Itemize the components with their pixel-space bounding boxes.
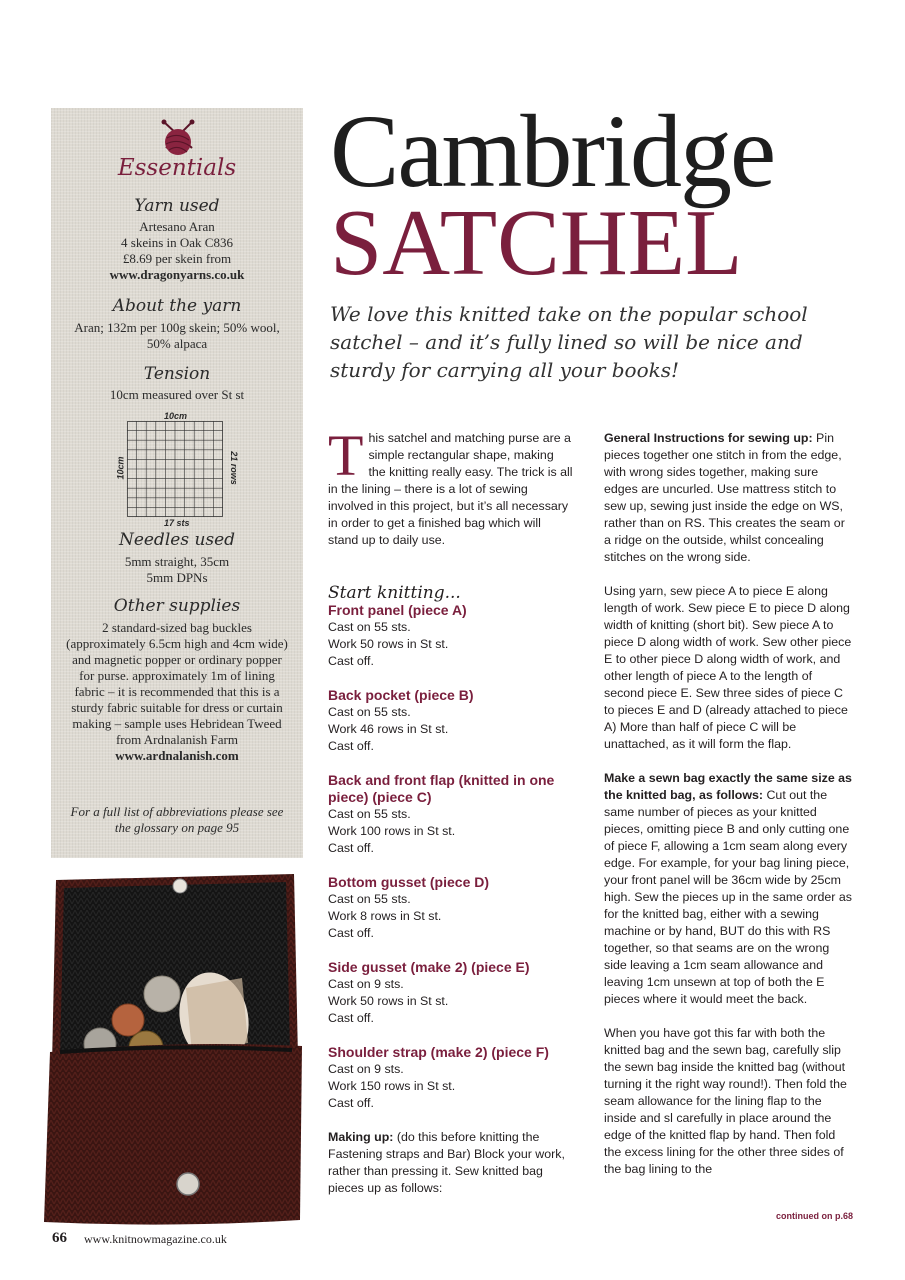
gauge-right-label: 21 rows — [228, 451, 239, 485]
tension-grid — [127, 421, 223, 517]
lining-paragraph: When you have got this far with both the knitted bag and the sewn bag, carefully slip the sewn bag inside the knitted bag (without turning it the right way round!). Then fold the seam allowance for the lining flap to the inside and sl carefully in place around the edge of the knitted flap by hand. Then fold the excess lining for the other three sides of the bag lining to the — [604, 1026, 847, 1176]
other-supplies-heading: Other supplies — [113, 596, 241, 616]
instruction-line: Work 46 rows in St st. — [328, 722, 449, 736]
instruction-line: Cast off. — [328, 654, 374, 668]
needles-line: 5mm DPNs — [146, 570, 208, 585]
tension-heading: Tension — [143, 364, 211, 384]
assembly-paragraph: Using yarn, sew piece A to piece E along length of work. Sew piece E to piece D along width of knitting (short bit). Sew piece A to piece D along width of work. Sew other piece E to other piece D along width of work, and other length of piece A to the length of second piece E. Sew three sides of piece C to pieces E and D (already attached to piece A) More than half of piece C will be unattached, as it will form the flap. — [604, 584, 852, 751]
instruction-line: Work 8 rows in St st. — [328, 909, 442, 923]
instruction-line: Cast on 55 sts. — [328, 807, 411, 821]
popper-bottom — [177, 1173, 199, 1195]
abbreviations-note: For a full list of abbreviations please see the glossary on page 95 — [70, 804, 284, 835]
section-heading: Shoulder strap (make 2) (piece F) — [328, 1044, 549, 1060]
page-title-line1: Cambridge — [330, 94, 775, 209]
section-heading: Side gusset (make 2) (piece E) — [328, 959, 530, 975]
sewn-bag-paragraph — [604, 770, 854, 1008]
section-shoulder-strap — [328, 1044, 573, 1112]
gauge-left-label: 10cm — [115, 456, 126, 480]
instruction-line: Work 150 rows in St st. — [328, 1079, 456, 1093]
gauge-top-label: 10cm — [164, 411, 188, 421]
intro-standfirst: We love this knitted take on the popular school satchel – and it’s fully lined so will be nice and sturdy for carrying all your books! — [330, 302, 808, 382]
section-bottom-gusset — [328, 874, 573, 942]
essentials-title: Essentials — [117, 155, 237, 181]
ardnalanish-link[interactable]: www.ardnalanish.com — [115, 748, 239, 763]
instruction-line: Cast on 9 sts. — [328, 1062, 404, 1076]
needles-heading: Needles used — [118, 530, 236, 550]
other-supplies-text — [63, 620, 291, 764]
magazine-url[interactable]: www.knitnowmagazine.co.uk — [84, 1232, 227, 1246]
instruction-line: Cast off. — [328, 926, 374, 940]
yarn-used-heading: Yarn used — [134, 196, 220, 216]
instruction-line: Cast off. — [328, 1096, 374, 1110]
pattern-column-2 — [604, 430, 854, 1178]
section-heading: Back pocket (piece B) — [328, 687, 474, 703]
instruction-line: Cast on 55 sts. — [328, 705, 411, 719]
page-title-line2: SATCHEL — [330, 191, 743, 295]
sewn-bag-label: Make a sewn bag exactly the same size as the knitted bag, as follows: — [604, 771, 852, 802]
purse-photo — [36, 868, 308, 1230]
tension-text: 10cm measured over St st — [109, 387, 245, 402]
instruction-line: Cast on 55 sts. — [328, 620, 411, 634]
instruction-line: Cast on 9 sts. — [328, 977, 404, 991]
instruction-line: Work 50 rows in St st. — [328, 637, 449, 651]
section-back-front-flap — [328, 772, 573, 857]
yarn-line: 4 skeins in Oak C836 — [121, 235, 233, 250]
continued-note: continued on p.68 — [775, 1211, 853, 1221]
opening-paragraph — [328, 423, 573, 549]
yarn-line: Artesano Aran — [139, 219, 215, 234]
about-yarn-heading: About the yarn — [112, 296, 242, 316]
making-up-text: (do this before knitting the Fastening straps and Bar) Block your work, rather than pressing it. Sew knitted bag pieces up as follows: — [328, 1130, 565, 1195]
essentials-panel — [51, 108, 303, 858]
instruction-line: Work 100 rows in St st. — [328, 824, 456, 838]
gauge-bottom-label: 17 sts — [164, 518, 190, 528]
instruction-line: Cast off. — [328, 841, 374, 855]
popper-top — [173, 879, 187, 893]
pattern-column-1 — [328, 423, 573, 1197]
drop-cap: T — [328, 423, 364, 488]
yarn-used-text — [63, 219, 291, 283]
page-number: 66 — [52, 1230, 67, 1246]
about-yarn-text: Aran; 132m per 100g skein; 50% wool, 50% alpaca — [74, 320, 280, 351]
section-heading: Front panel (piece A) — [328, 602, 467, 618]
making-up-paragraph — [328, 1129, 573, 1197]
instruction-line: Work 50 rows in St st. — [328, 994, 449, 1008]
yarn-line: £8.69 per skein from — [122, 251, 232, 266]
instruction-line: Cast on 55 sts. — [328, 892, 411, 906]
section-front-panel — [328, 602, 573, 670]
sewing-instructions-paragraph — [604, 430, 854, 566]
opening-text: his satchel and matching purse are a simple rectangular shape, making the knitting really easy. The trick is all in the lining – there is a lot of sewing involved in this project, but it’s all necessary in order to get a finished bag which will stand up to daily use. — [328, 431, 573, 547]
section-heading: Bottom gusset (piece D) — [328, 874, 490, 890]
sewing-instructions-label: General Instructions for sewing up: — [604, 431, 813, 445]
section-back-pocket — [328, 687, 573, 755]
section-side-gusset — [328, 959, 573, 1027]
start-knitting-heading: Start knitting... — [328, 583, 461, 603]
instruction-line: Cast off. — [328, 739, 374, 753]
yarn-supplier-link[interactable]: www.dragonyarns.co.uk — [109, 267, 245, 282]
sewing-instructions-text: Pin pieces together one stitch in from the edge, with wrong sides together, making sure edges are uncurled. Use mattress stitch to sew up, sewing just inside the edge on WS, rather than on RS. This creates the seam or a ridge on the outside, whilst concealing stitches on the wrong side. — [604, 431, 845, 564]
making-up-label: Making up: — [328, 1130, 394, 1144]
needles-text — [63, 554, 291, 586]
instruction-line: Cast off. — [328, 1011, 374, 1025]
section-heading: Back and front flap (knitted in one piece) (piece C) — [328, 772, 555, 805]
sewn-bag-text: Cut out the same number of pieces as your knitted pieces, omitting piece B and only cutting one of piece F, allowing a 1cm seam along every edge. For example, for your bag lining piece, your front panel will be 36cm wide by 25cm high. Sew the pieces up in the same order as for the knitted bag, either with a sewing machine or by hand, BUT do this with RS together, so that seams are on the wrong side leaving a 1cm seam allowance and leaving 1cm unsewn at top of both the E pieces where it would meet the back. — [604, 788, 852, 1006]
needles-line: 5mm straight, 35cm — [124, 554, 230, 569]
yarn-ball-icon — [158, 118, 198, 158]
other-supplies-body: 2 standard-sized bag buckles (approximately 6.5cm high and 4cm wide) and magnetic popper or ordinary popper for purse. approximately 1m of lining fabric – it is recommended that this is a sturdy fabric suitable for dress or curtain making – sample uses Hebridean Tweed from Ardnalanish Farm — [66, 620, 288, 747]
